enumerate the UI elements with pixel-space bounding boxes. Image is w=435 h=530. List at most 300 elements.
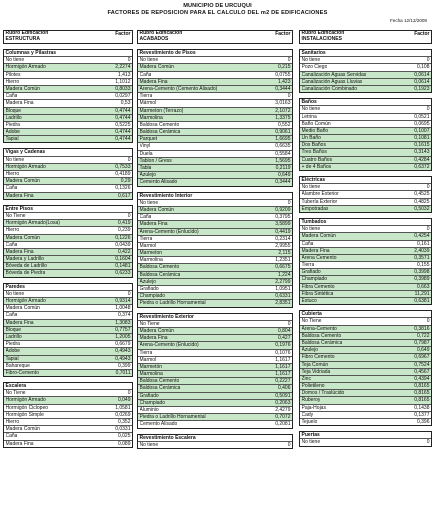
factor-row [4, 262, 132, 269]
factor-row [138, 320, 292, 327]
item-label: Madera Fina [5, 440, 34, 447]
factor-value: 2,2799 [275, 278, 291, 285]
factor-value: 0,1481 [115, 263, 131, 270]
factor-group [137, 49, 293, 187]
item-label: Arena-Cemento (Enlucido) [139, 228, 199, 235]
factor-row [300, 353, 431, 360]
factor-value: 0,422 [117, 248, 131, 255]
item-label: Caña [5, 312, 18, 319]
factor-row [4, 355, 132, 362]
item-label: Hormigón Armado [5, 163, 46, 170]
item-label: Bloque [5, 107, 22, 114]
factor-row [4, 269, 132, 276]
factor-value: 1,1617 [275, 363, 291, 370]
structure-column [3, 30, 133, 453]
item-label: Fibra Cemento [301, 283, 335, 290]
factor-row [300, 382, 431, 389]
factor-value: 0,617 [117, 192, 131, 199]
item-label: Madera Común [301, 233, 336, 240]
factor-value: 0,5091 [275, 392, 291, 399]
factor-row [138, 271, 292, 278]
factor-group [3, 382, 133, 448]
item-label: No Tiene [5, 212, 26, 219]
factor-row [138, 220, 292, 227]
factor-value: 0,0755 [275, 71, 291, 78]
factor-value: 0,3444 [275, 85, 291, 92]
factor-value: 0,7524 [414, 361, 430, 368]
factor-value: 0,7757 [115, 326, 131, 333]
factor-value: 0 [426, 184, 430, 191]
factor-row [300, 375, 431, 382]
factor-value: 0 [426, 57, 430, 64]
finishes-column [137, 30, 293, 454]
item-label: Madera Fina [5, 100, 34, 107]
factor-value: 3,5899 [275, 221, 291, 228]
factor-value: 0,8033 [115, 85, 131, 92]
factor-row [300, 240, 431, 247]
factor-value: 1,423 [277, 78, 291, 85]
factor-row [300, 396, 431, 403]
factor-value: 0,1438 [414, 404, 430, 411]
item-label: Teja Vidriada [301, 368, 331, 375]
factor-row [138, 128, 292, 135]
factor-value: 0,6675 [275, 264, 291, 271]
factor-row [138, 71, 292, 78]
factor-value: 0,29 [120, 178, 131, 185]
factor-row [138, 121, 292, 128]
factor-group [137, 313, 293, 429]
factor-value: 0,4189 [115, 171, 131, 177]
factor-value: 3,0163 [275, 100, 291, 107]
factor-value: 2,1072 [275, 107, 291, 114]
factor-value: 0,5225 [115, 121, 131, 128]
factor-value: 2,4039 [414, 247, 430, 254]
factor-value: 0,2081 [275, 421, 291, 428]
item-label: Adobe [5, 348, 20, 355]
item-label: Mármol [139, 100, 157, 107]
rubro-label: Rubro Edificación [301, 30, 345, 37]
item-label: Tabla [139, 165, 152, 171]
factor-value: 0,0297 [115, 93, 131, 100]
item-label: No tiene [139, 57, 159, 64]
item-label: No tiene [5, 57, 25, 64]
item-label: Madera Fina [139, 335, 168, 342]
factor-value: 0,6331 [275, 293, 291, 300]
factor-row [4, 248, 132, 255]
item-label: Madera y Ladrillo [5, 256, 44, 263]
group-title: Revestimiento de Pisos [139, 50, 196, 56]
factor-value: 0,1007 [414, 127, 430, 134]
factor-value: 1,5695 [275, 157, 291, 164]
factor-row [138, 327, 292, 334]
factor-value: 0,427 [277, 335, 291, 342]
factor-row [300, 290, 431, 297]
item-label: Cemento Alisado [139, 179, 178, 186]
item-label: Cady [301, 411, 314, 418]
factor-row [4, 163, 132, 170]
factor-row [4, 226, 132, 233]
category-label: ACABADOS [139, 36, 169, 42]
factor-value: 0,53 [120, 100, 131, 107]
item-label: Alambre Exterior [301, 191, 339, 198]
item-label: Caña [5, 433, 18, 440]
item-label: Grafiado [139, 392, 159, 399]
item-label: Tubería Exterior [301, 198, 338, 205]
factor-row [300, 63, 431, 70]
item-label: Ladrillo [5, 333, 22, 340]
factor-value: 0,649 [277, 172, 291, 179]
document-date: Fecha 12/12/2009 [389, 18, 427, 23]
item-label: Madera Común [5, 85, 40, 92]
item-label: No tiene [5, 156, 25, 163]
item-label: Fibra Sintética [301, 290, 334, 297]
factor-row [300, 418, 431, 425]
factor-row [300, 361, 431, 368]
factor-row [4, 212, 132, 219]
factor-value: 0,8165 [414, 397, 430, 404]
column-header [3, 30, 133, 44]
factor-value: 0,396 [416, 419, 430, 425]
factor-row [300, 389, 431, 396]
factor-row [4, 326, 132, 333]
factor-value: 0,155 [416, 262, 430, 269]
item-label: Zinc [301, 375, 311, 382]
factor-row [138, 150, 292, 157]
factor-value: 0,0695 [414, 120, 430, 127]
item-label: Grafiado [301, 269, 321, 276]
factor-row [138, 242, 292, 249]
factor-value: 0,419 [117, 220, 131, 227]
factor-value: 0,6967 [414, 354, 430, 361]
factor-value: 0,1615 [414, 142, 430, 149]
factor-row [138, 135, 292, 142]
factor-row [300, 339, 431, 346]
factor-row [4, 63, 132, 70]
factor-value: 0,4744 [115, 107, 131, 114]
item-label: Baldosa Cemento [139, 264, 180, 271]
item-label: Fibro-Cemento [5, 369, 39, 376]
group-title: Revestimiento Exterior [139, 313, 194, 320]
factor-value: 0 [426, 318, 430, 325]
factor-row [138, 114, 292, 121]
item-label: Arena-Cemento [301, 325, 337, 332]
document-title: FACTORES DE REPOSICION PARA EL CALCULO DEL m2 DE EDIFICACIONES [107, 10, 328, 16]
factor-value: 0,352 [117, 419, 131, 425]
factor-value: 2,4279 [275, 407, 291, 413]
item-label: Madera Fina [139, 221, 168, 228]
factor-row [4, 184, 132, 191]
factor-row [300, 127, 431, 134]
item-label: Piedra [5, 341, 20, 348]
factor-row [300, 283, 431, 290]
item-label: Hormigón Armado [5, 64, 46, 71]
factor-row [4, 404, 132, 411]
factor-value: 0,5584 [275, 150, 291, 157]
factor-row [138, 384, 292, 391]
factor-value: 1,3083 [115, 319, 131, 326]
factor-row [138, 420, 292, 427]
factor-value: 1,1617 [275, 356, 291, 363]
factor-value: 0,6679 [115, 341, 131, 348]
item-label: Un Baño [301, 135, 321, 142]
item-label: Madera Común [5, 234, 40, 241]
item-label: No Tiene [139, 320, 160, 327]
group-title: Columnas y Pilastras [5, 50, 57, 56]
item-label: Cuatro Baños [301, 156, 333, 163]
factor-row [138, 78, 292, 85]
factor-value: 0,6233 [115, 270, 131, 277]
item-label: No Tiene [301, 318, 322, 325]
item-label: Hormigón Simple [5, 411, 44, 418]
factor-row [138, 299, 292, 306]
factor-value: 0,6381 [414, 298, 430, 304]
factor-row [138, 164, 292, 171]
factor-value: 0,7533 [115, 163, 131, 170]
item-label: Champiado [301, 276, 328, 283]
factor-row [4, 121, 132, 128]
factor-value: 0,3444 [275, 179, 291, 186]
factor-row [300, 105, 431, 112]
item-label: Estuco [301, 298, 317, 304]
factor-value: 0,049 [117, 397, 131, 404]
item-label: Bahareque [5, 362, 30, 369]
factor-row [138, 341, 292, 348]
factor-row [300, 134, 431, 141]
factor-row [300, 254, 431, 261]
item-label: Azulejo [139, 172, 156, 179]
factor-row [138, 399, 292, 406]
factor-value: 0,9209 [275, 206, 291, 213]
factor-row [300, 148, 431, 155]
item-label: Tierra [139, 235, 153, 242]
factor-group [3, 49, 133, 143]
item-label: No tiene [301, 439, 321, 446]
factor-row [4, 234, 132, 241]
factor-row [300, 232, 431, 239]
factor-value: 0,1377 [414, 411, 430, 418]
factor-row [4, 347, 132, 354]
factor-value: 0,2063 [275, 399, 291, 406]
factor-row [138, 178, 292, 185]
item-label: Arena-Cemento (Enlucido) [139, 342, 199, 349]
factor-row [4, 255, 132, 262]
item-label: Madera Común [139, 64, 174, 71]
factor-row [300, 404, 431, 411]
factor-value: 0,1076 [275, 349, 291, 356]
item-label: Hormigón Armado(Losa) [5, 220, 60, 227]
factor-row [138, 92, 292, 99]
group-title: Escalera [5, 383, 27, 390]
factor-row [300, 85, 431, 92]
item-label: Canalización Aguas Servidas [301, 71, 367, 78]
factor-row [4, 85, 132, 92]
group-title: Eléctricas [301, 177, 326, 183]
factor-row [4, 333, 132, 340]
factor-value: 0,025 [117, 433, 131, 440]
factor-header: Factor [115, 30, 131, 37]
factor-header: Factor [275, 30, 291, 37]
item-label: Duela [139, 150, 153, 157]
factor-row [4, 411, 132, 418]
item-label: Dos Baños [301, 142, 326, 149]
item-label: Madera Fina [5, 192, 34, 199]
factor-row [300, 225, 431, 232]
group-title: Puertas [301, 432, 320, 439]
factor-value: 0,3571 [414, 254, 430, 261]
factor-value: 0,0614 [414, 78, 430, 85]
factor-value: 0,663 [416, 283, 430, 290]
factor-row [138, 63, 292, 70]
factor-row [4, 311, 132, 318]
factor-row [138, 441, 292, 448]
item-label: Hierro [5, 78, 20, 85]
factor-value: 11,291 [414, 290, 430, 297]
factor-value: 0 [127, 390, 131, 397]
factor-value: 0,1923 [414, 85, 430, 92]
factor-row [4, 290, 132, 297]
factor-row [138, 334, 292, 341]
factor-row [300, 183, 431, 190]
factor-value: 0,4744 [115, 129, 131, 136]
factor-value: 0,0269 [115, 411, 131, 418]
item-label: Piedra o Ladrillo Hornamental [139, 414, 206, 421]
factor-row [138, 235, 292, 242]
factor-value: 0,9314 [115, 298, 131, 304]
item-label: Caña [5, 93, 18, 100]
item-label: Piedra o Ladrillo Hornamental [139, 300, 206, 307]
factor-row [4, 425, 132, 432]
factor-row [138, 349, 292, 356]
factor-value: 0,399 [117, 362, 131, 369]
factor-row [300, 120, 431, 127]
factor-value: 0,2314 [275, 235, 291, 242]
item-label: Madera Fina [5, 248, 34, 255]
item-label: Pilotes [5, 71, 21, 78]
item-label: No tiene [301, 57, 321, 64]
item-label: Madera Común [5, 305, 40, 312]
group-title: Cubierta [301, 311, 322, 318]
item-label: Baldosa Cerámica [139, 271, 181, 278]
item-label: Hierro [5, 227, 20, 234]
factor-value: 0,4744 [115, 136, 131, 143]
group-title: Paredes [5, 283, 25, 290]
factor-row [4, 396, 132, 403]
item-label: No tiene [139, 441, 159, 448]
factor-value: 1,0951 [275, 286, 291, 292]
item-label: Tres Baños [301, 149, 327, 156]
factor-value: 0,1081 [414, 135, 430, 142]
factor-row [4, 56, 132, 63]
factor-row [4, 114, 132, 121]
factor-row [138, 356, 292, 363]
item-label: Vinyl [139, 143, 151, 150]
factor-value: 0,4825 [414, 198, 430, 205]
factor-value: 1,413 [117, 71, 131, 78]
item-label: Marmeton [139, 250, 163, 257]
item-label: Baldosa Cemento [301, 332, 342, 339]
factor-row [138, 213, 292, 220]
item-label: Bóveda de Ladrillo [5, 263, 47, 270]
item-label: Fibro Cemento [301, 354, 335, 361]
factor-value: 1,3375 [275, 114, 291, 121]
item-label: Arena-Cemento (Cemento Alisado) [139, 85, 218, 92]
factor-value: 1,1012 [115, 78, 131, 85]
factor-row [138, 392, 292, 399]
item-label: Piedra [5, 121, 20, 128]
factor-row [300, 368, 431, 375]
factor-row [4, 170, 132, 177]
factor-value: 0,7011 [115, 369, 131, 376]
item-label: Marmetón [139, 363, 163, 370]
item-label: Baldosa Cerámica [301, 339, 343, 346]
item-label: Domos / Traslúcido [301, 390, 345, 397]
factor-value: 0 [287, 199, 291, 206]
factor-row [138, 285, 292, 292]
municipality-title: MUNICIPIO DE URCUQUI [183, 3, 252, 9]
factor-row [4, 440, 132, 447]
item-label: Madera Fina [5, 319, 34, 326]
factor-value: 0,4943 [115, 355, 131, 362]
factor-group [299, 176, 432, 213]
item-label: Baldosa Cerámica [139, 385, 181, 392]
rubro-label: Rubro Edificación [5, 30, 49, 37]
factor-value: 0,9061 [275, 129, 291, 136]
factor-row [138, 199, 292, 206]
factor-value: 1,0048 [115, 305, 131, 312]
factor-value: 0 [287, 320, 291, 327]
factor-value: 0,0331 [115, 426, 131, 433]
factor-value: 0,649 [416, 347, 430, 354]
factor-row [300, 261, 431, 268]
group-title: Vigas y Cadenas [5, 149, 46, 156]
factor-row [4, 319, 132, 326]
item-label: Marmolina [139, 114, 163, 121]
factor-row [300, 198, 431, 205]
category-label: ESTRUCTURA [5, 36, 40, 42]
factor-value: 0,4567 [414, 368, 430, 375]
factor-row [4, 99, 132, 106]
factor-value: 0,3998 [414, 269, 430, 276]
factor-value: 0,4525 [414, 191, 430, 198]
factor-row [4, 78, 132, 85]
group-title: Sanitarios [301, 50, 326, 56]
factor-row [4, 177, 132, 184]
item-label: Tablon / Gress [139, 157, 172, 164]
item-label: Polietileno [301, 383, 325, 390]
factor-group [299, 310, 432, 426]
factor-row [4, 389, 132, 396]
factor-group [3, 205, 133, 278]
item-label: Cemento Alisado [139, 421, 178, 428]
factor-row [4, 297, 132, 304]
factor-value: 0 [426, 439, 430, 446]
item-label: Madera Común [5, 178, 40, 185]
item-label: Tejuelo [301, 419, 318, 425]
item-label: Bóveda de Piedra [5, 270, 46, 277]
item-label: Medio Baño [301, 127, 329, 134]
item-label: Caña [5, 241, 18, 248]
item-label: Caña [139, 214, 152, 221]
factor-value: 0,4254 [414, 233, 430, 240]
item-label: No Tiene [5, 390, 26, 397]
item-label: Tierra [139, 349, 153, 356]
factor-value: 0,4284 [414, 156, 430, 163]
item-label: No tiene [301, 184, 321, 191]
factor-row [300, 71, 431, 78]
factor-value: 0,108 [416, 64, 430, 71]
factor-value: 0,1976 [275, 342, 291, 349]
group-title: Baños [301, 99, 317, 106]
